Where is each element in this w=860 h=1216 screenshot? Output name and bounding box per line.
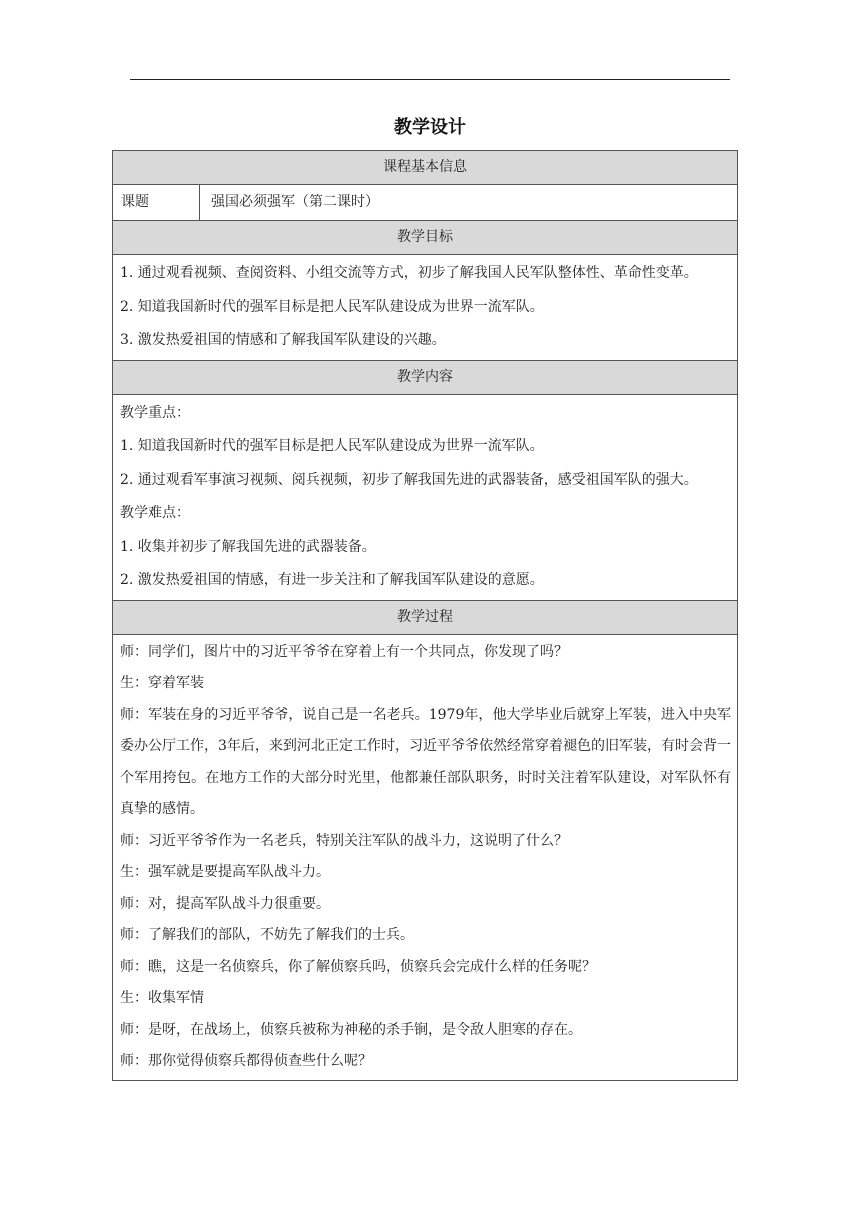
dialogue-line: 师：瞧，这是一名侦察兵，你了解侦察兵吗，侦察兵会完成什么样的任务呢？ xyxy=(120,958,596,975)
dialogue-line: 师：同学们，图片中的习近平爷爷在穿着上有一个共同点，你发现了吗？ xyxy=(120,643,568,660)
dialogue-line: 生：收集军情 xyxy=(120,990,204,1006)
header-rule xyxy=(130,79,730,80)
content-heading: 教学内容 xyxy=(113,361,737,395)
document-title: 教学设计 xyxy=(394,117,466,138)
key-point-item: 1. 知道我国新时代的强军目标是把人民军队建设成为世界一流军队。 xyxy=(120,438,544,454)
dialogue-line: 师：了解我们的部队，不妨先了解我们的士兵。 xyxy=(120,927,414,943)
objectives-block xyxy=(113,255,737,361)
objective-item: 1. 通过观看视频、查阅资料、小组交流等方式，初步了解我国人民军队整体性、革命性变革。 xyxy=(120,265,698,281)
topic-value: 强国必须强军（第二课时） xyxy=(211,194,379,210)
dialogue-line: 师：军装在身的习近平爷爷，说自己是一名老兵。1979年，他大学毕业后就穿上军装，进入中央军委办公厅工作，3年后，来到河北正定工作时，习近平爷爷依然经常穿着褪色的旧军装，有时会背一个军用挎包。在地方工作的大部分时光里，他都兼任部队职务，时时关注着军队建设，对军队怀有真挚的感情。 xyxy=(120,706,731,817)
dialogue-line: 师：对，提高军队战斗力很重要。 xyxy=(120,895,330,912)
dialogue-line: 师：那你觉得侦察兵都得侦查些什么呢？ xyxy=(120,1053,372,1069)
objectives-heading: 教学目标 xyxy=(113,221,737,255)
key-points-label: 教学重点： xyxy=(120,404,190,421)
lesson-plan-table xyxy=(112,150,738,1081)
objective-item: 2. 知道我国新时代的强军目标是把人民军队建设成为世界一流军队。 xyxy=(120,298,544,315)
dialogue-line: 师：是呀，在战场上，侦察兵被称为神秘的杀手锏，是令敌人胆寒的存在。 xyxy=(120,1021,582,1038)
dialogue-line: 师：习近平爷爷作为一名老兵，特别关注军队的战斗力，这说明了什么？ xyxy=(120,832,568,849)
difficulty-item: 1. 收集并初步了解我国先进的武器装备。 xyxy=(120,538,376,555)
difficulties-label: 教学难点： xyxy=(120,505,190,521)
dialogue-line: 生：强军就是要提高军队战斗力。 xyxy=(120,864,330,880)
difficulty-item: 2. 激发热爱祖国的情感，有进一步关注和了解我国军队建设的意愿。 xyxy=(120,572,544,588)
key-point-item: 2. 通过观看军事演习视频、阅兵视频，初步了解我国先进的武器装备，感受祖国军队的强大。 xyxy=(120,471,698,488)
dialogue-line: 生：穿着军装 xyxy=(120,675,204,691)
topic-row xyxy=(113,185,737,221)
basic-info-heading: 课程基本信息 xyxy=(113,151,737,185)
process-heading: 教学过程 xyxy=(113,601,737,635)
topic-label: 课题 xyxy=(113,185,200,220)
content-block xyxy=(113,395,737,601)
objective-item: 3. 激发热爱祖国的情感和了解我国军队建设的兴趣。 xyxy=(120,332,446,348)
process-block xyxy=(113,635,737,1080)
